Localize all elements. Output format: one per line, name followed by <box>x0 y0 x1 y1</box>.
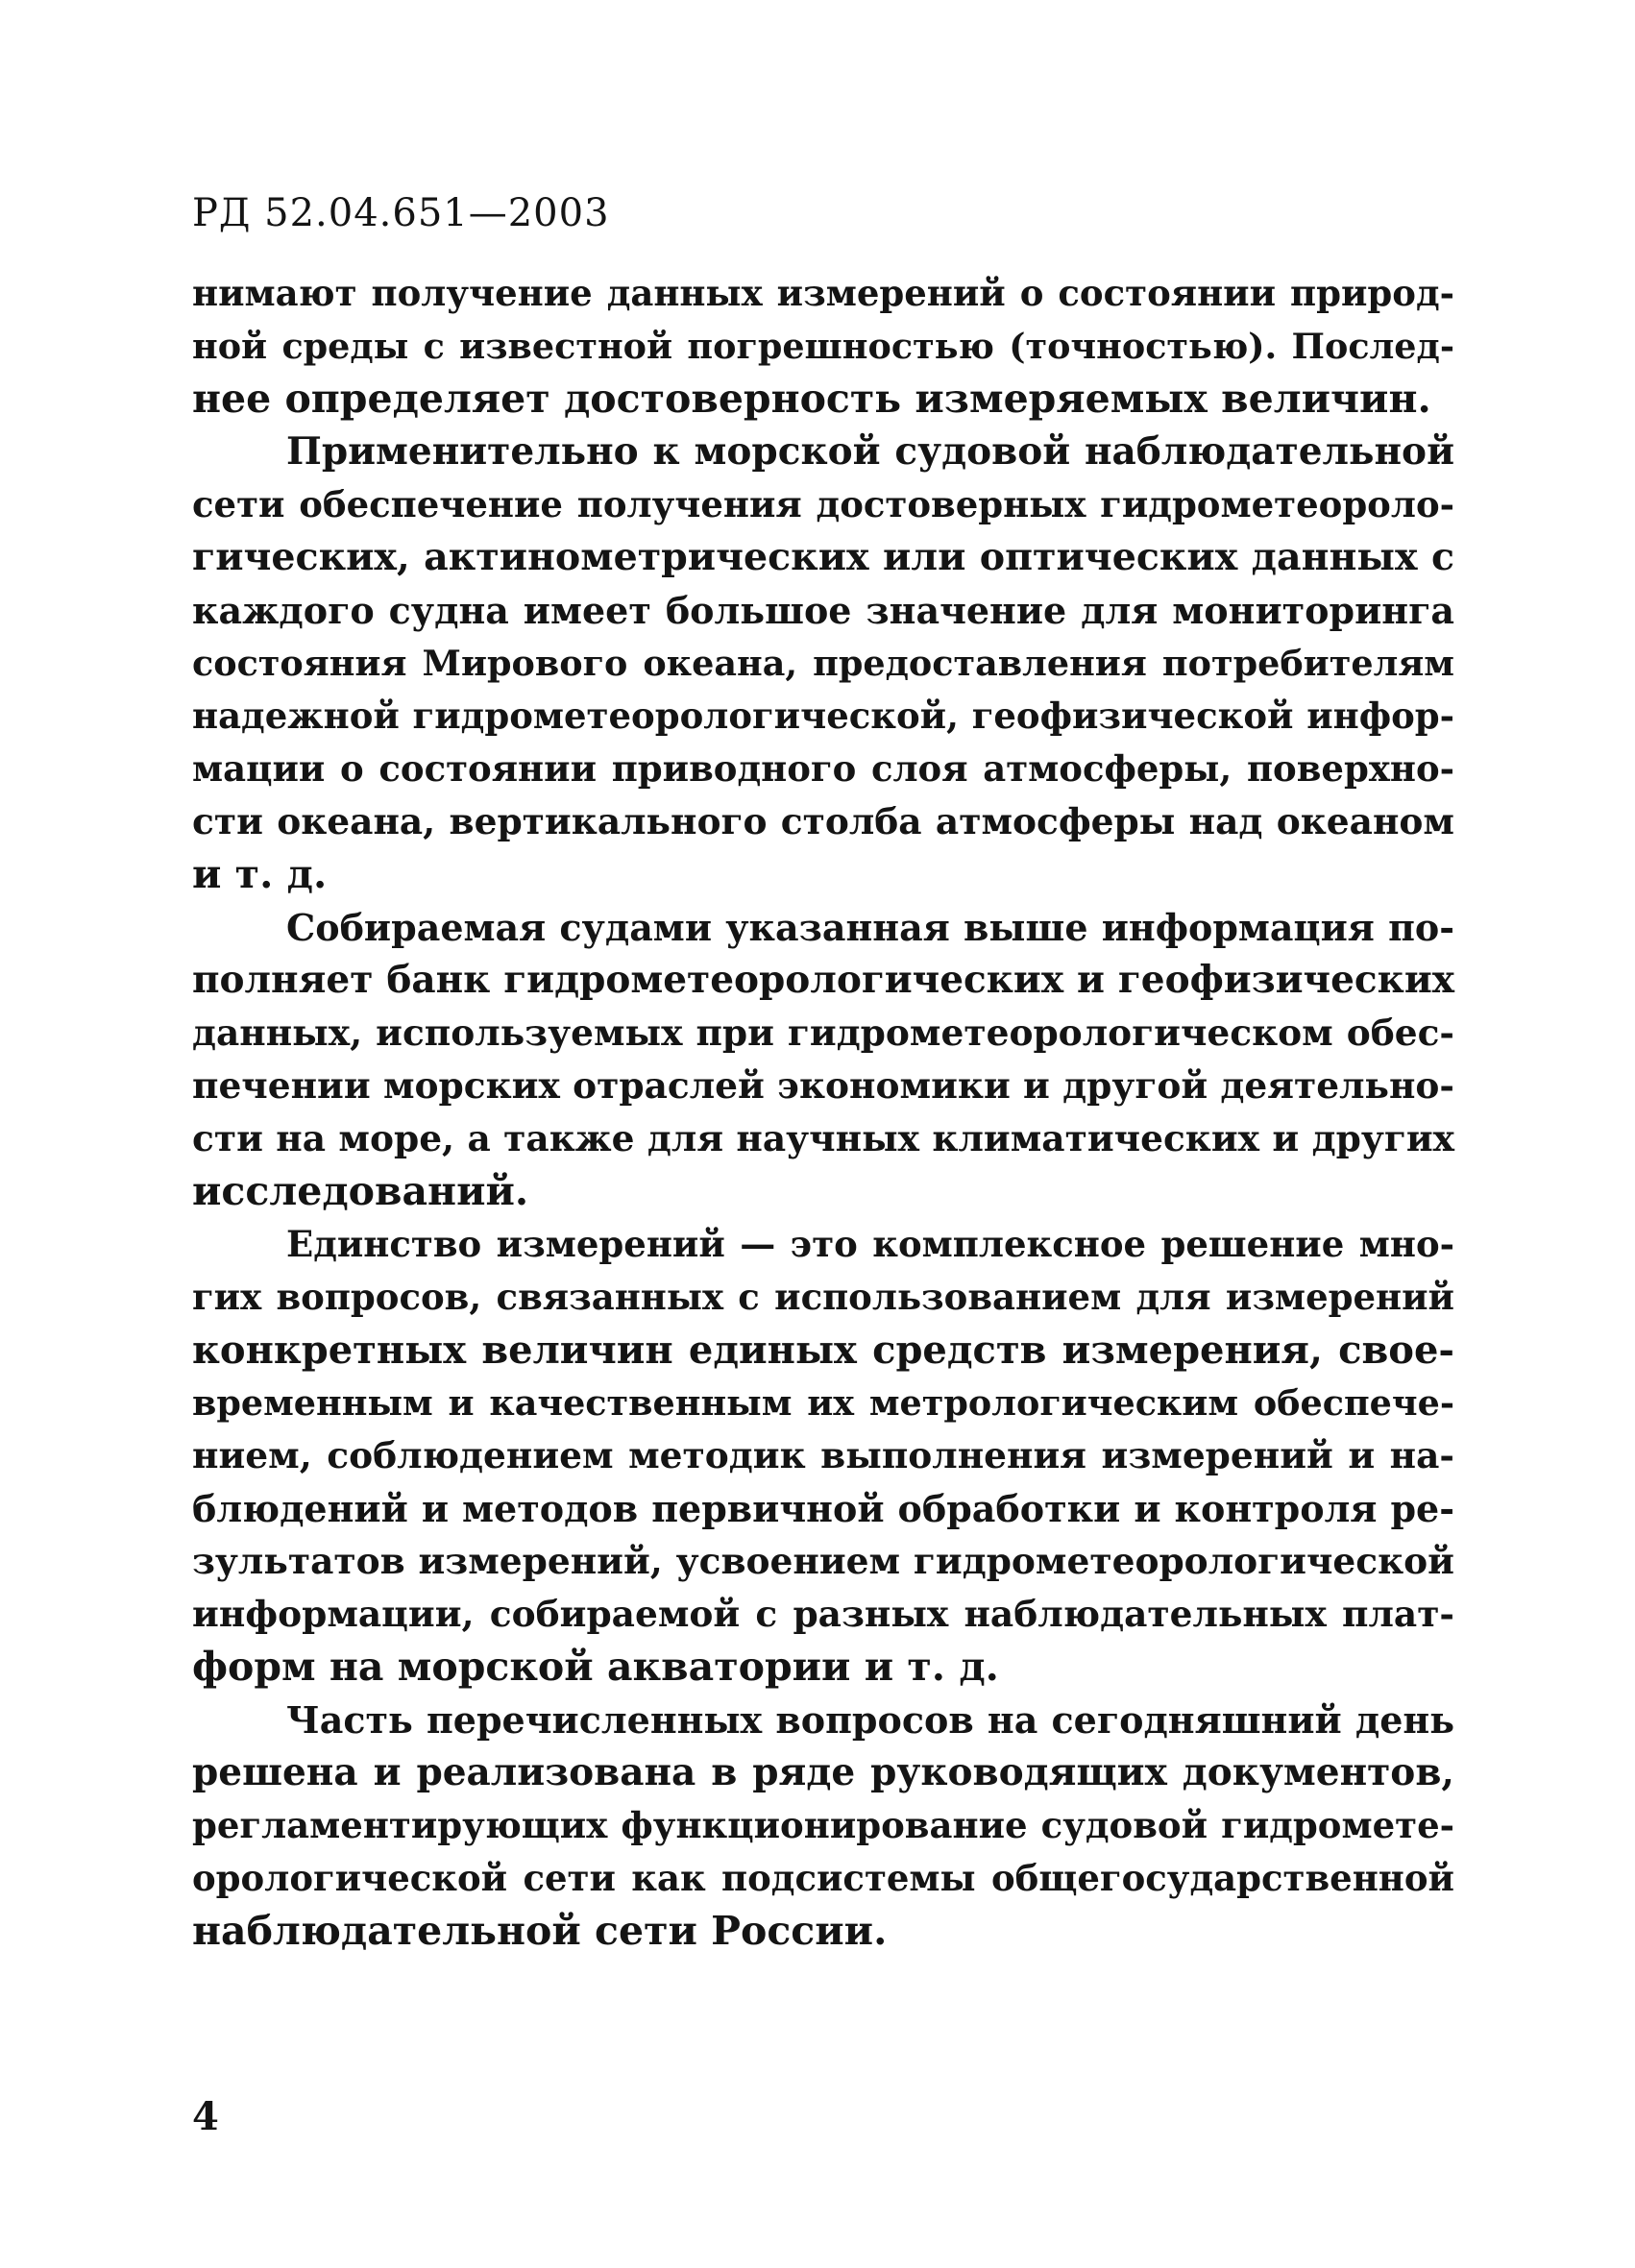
text-line: данных, используемых при гидрометеорологическом обес- <box>192 1012 1454 1054</box>
paragraph <box>192 1694 1454 1958</box>
paragraph <box>192 1218 1454 1694</box>
body-text <box>192 267 1454 1958</box>
text-line: наблюдательной сети России. <box>192 1908 888 1954</box>
text-line: информации, собираемой с разных наблюдательных плат- <box>192 1593 1454 1635</box>
text-line: Применительно к морской судовой наблюдательной <box>286 429 1454 474</box>
paragraph <box>192 267 1454 426</box>
text-line: временным и качественным их метрологическим обеспече- <box>192 1382 1454 1424</box>
text-line: зультатов измерений, усвоением гидрометеорологической <box>192 1540 1454 1582</box>
text-line: Часть перечисленных вопросов на сегодняшний день <box>286 1698 1454 1742</box>
text-line: блюдений и методов первичной обработки и контроля ре- <box>192 1487 1454 1530</box>
text-line: сти на море, а также для научных климатических и других <box>192 1117 1454 1159</box>
text-line: форм на морской акватории и т. д. <box>192 1644 999 1690</box>
text-line: мации о состоянии приводного слоя атмосферы, поверхно- <box>192 747 1454 790</box>
paragraph <box>192 901 1454 1218</box>
document-code-header: РД 52.04.651—2003 <box>192 191 610 235</box>
text-line: сти океана, вертикального столба атмосферы над океаном <box>192 800 1454 842</box>
text-line: Единство измерений — это комплексное решение мно- <box>286 1223 1454 1265</box>
paragraph <box>192 426 1454 901</box>
text-line: нимают получение данных измерений о состоянии природ- <box>192 272 1454 314</box>
text-line: нее определяет достоверность измеряемых величин. <box>192 376 1431 422</box>
text-line: нием, соблюдением методик выполнения измерений и на- <box>192 1434 1454 1476</box>
text-line: состояния Мирового океана, предоставления потребителям <box>192 643 1454 684</box>
text-line: сети обеспечение получения достоверных гидрометеороло- <box>192 483 1454 525</box>
text-line: ной среды с известной погрешностью (точностью). Послед- <box>192 326 1454 367</box>
text-line: полняет банк гидрометеорологических и геофизических <box>192 958 1454 1002</box>
page-number: 4 <box>192 2094 219 2139</box>
text-line: гических, актинометрических или оптических данных с <box>192 535 1454 579</box>
text-line: регламентирующих функционирование судовой гидромете- <box>192 1804 1454 1846</box>
text-line: надежной гидрометеорологической, геофизической инфор- <box>192 695 1454 737</box>
text-line: каждого судна имеет большое значение для мониторинга <box>192 589 1454 632</box>
text-line: орологической сети как подсистемы общегосударственной <box>192 1857 1454 1899</box>
text-line: печении морских отраслей экономики и другой деятельно- <box>192 1064 1454 1107</box>
text-line: гих вопросов, связанных с использованием для измерений <box>192 1276 1454 1318</box>
text-line: Собираемая судами указанная выше информация по- <box>286 906 1454 949</box>
text-line: и т. д. <box>192 851 328 897</box>
text-line: исследований. <box>192 1168 529 1214</box>
text-line: решена и реализована в ряде руководящих документов, <box>192 1750 1454 1794</box>
text-line: конкретных величин единых средств измерения, свое- <box>192 1328 1454 1373</box>
